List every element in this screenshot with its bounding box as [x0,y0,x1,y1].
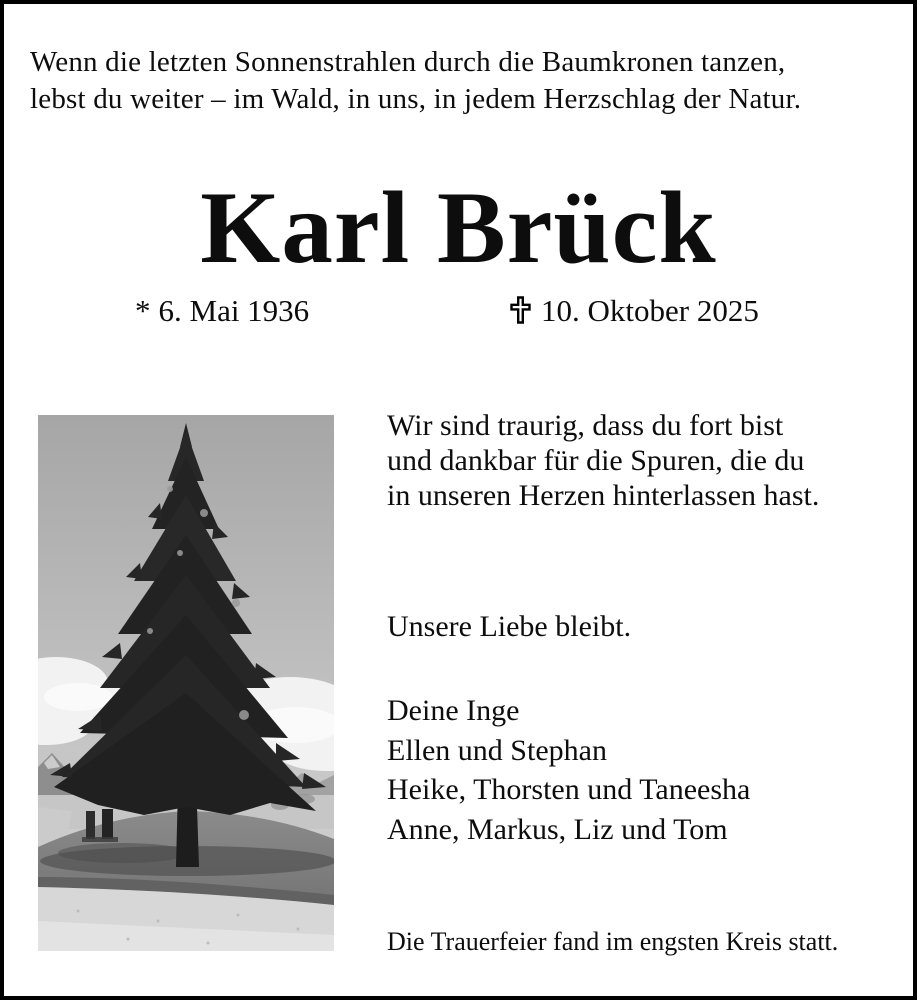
death-cross-icon [510,296,531,324]
message-line: und dankbar für die Spuren, die du [387,444,805,477]
death-date-line [510,294,759,328]
funeral-notice: Die Trauerfeier fand im engsten Kreis statt. [387,927,839,956]
mourner-line: Ellen und Stephan [387,733,607,767]
message-line: Wir sind traurig, dass du fort bist [387,409,784,442]
remembrance-line: Unsere Liebe bleibt. [387,610,632,643]
memorial-quote [30,44,801,118]
memorial-photo [38,415,334,951]
birth-date-line [135,294,309,328]
lone-spruce-tree-photo [38,415,334,951]
birth-star-symbol: * [135,293,151,328]
mourner-line: Deine Inge [387,694,520,727]
mourner-line: Heike, Thorsten und Taneesha [387,773,751,806]
birth-date: 6. Mai 1936 [158,293,310,328]
quote-line-2: lebst du weiter – im Wald, in uns, in jedem Herzschlag der Natur. [30,83,802,115]
condolence-message [387,408,819,513]
mourners-list [387,691,750,849]
mourner-line: Anne, Markus, Liz und Tom [387,812,728,846]
deceased-name: Karl Brück [200,171,717,285]
message-line: in unseren Herzen hinterlassen hast. [387,479,820,512]
quote-line-1: Wenn die letzten Sonnenstrahlen durch die Baumkronen tanzen, [30,46,786,78]
death-date: 10. Oktober 2025 [541,293,759,328]
